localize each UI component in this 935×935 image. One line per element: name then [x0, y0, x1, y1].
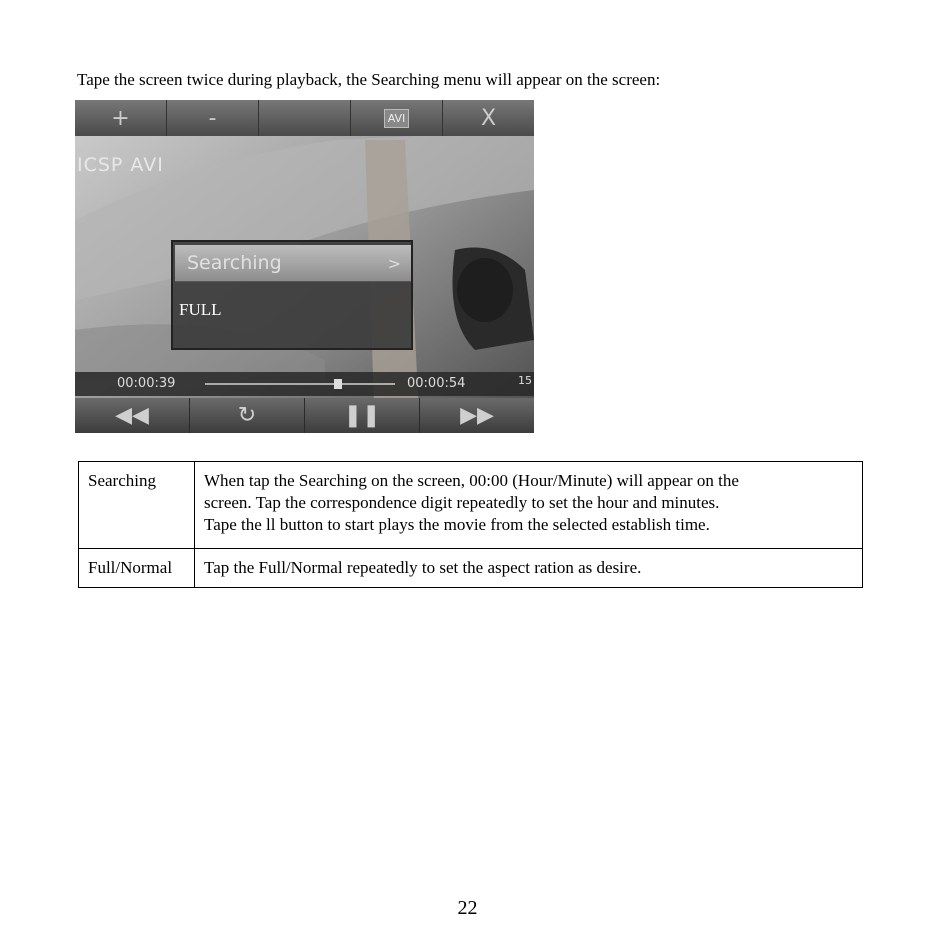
pause-icon: ❚❚	[343, 403, 381, 428]
repeat-icon: ↻	[237, 403, 257, 428]
fast-forward-button[interactable]	[420, 398, 534, 433]
table-key-cell: Searching	[79, 462, 195, 549]
rewind-icon: ◀◀	[115, 403, 149, 428]
desc-line: Tape the ll button to start plays the movie from the selected establish time.	[204, 515, 710, 534]
close-button[interactable]	[443, 100, 534, 136]
volume-down-icon: -	[208, 105, 217, 131]
playback-controls	[75, 398, 534, 433]
intro-text: Tape the screen twice during playback, the Searching menu will appear on the screen:	[77, 70, 661, 89]
close-icon: X	[480, 105, 497, 131]
pause-button[interactable]	[305, 398, 420, 433]
table-row	[79, 462, 863, 549]
repeat-button[interactable]	[190, 398, 305, 433]
menu-item-searching[interactable]	[175, 245, 411, 282]
fast-forward-icon: ▶▶	[460, 403, 494, 428]
menu-item-searching-label: Searching	[187, 252, 282, 274]
device-screenshot	[75, 100, 534, 433]
avi-button[interactable]	[351, 100, 443, 136]
seek-track[interactable]	[205, 383, 395, 385]
table-row	[79, 549, 863, 588]
seek-thumb[interactable]	[334, 379, 342, 389]
volume-down-button[interactable]	[167, 100, 259, 136]
format-label: ICSP AVI	[77, 154, 164, 176]
page-number: 22	[457, 897, 478, 919]
volume-up-button[interactable]	[75, 100, 167, 136]
menu-item-full[interactable]: FULL	[179, 300, 222, 319]
desc-line: When tap the Searching on the screen, 00:00 (Hour/Minute) will appear on the	[204, 471, 739, 490]
volume-up-icon: +	[111, 105, 130, 131]
toolbar-blank	[259, 100, 351, 136]
elapsed-time: 00:00:39	[117, 376, 176, 391]
desc-line: Tap the Full/Normal repeatedly to set the aspect ration as desire.	[204, 558, 642, 577]
top-toolbar	[75, 100, 534, 136]
avi-icon: AVI	[384, 109, 410, 128]
extra-indicator: 15	[518, 374, 532, 387]
rewind-button[interactable]	[75, 398, 190, 433]
total-time: 00:00:54	[407, 376, 466, 391]
progress-bar	[75, 372, 534, 396]
desc-line: screen. Tap the correspondence digit repeatedly to set the hour and minutes.	[204, 493, 720, 512]
feature-table	[78, 461, 863, 588]
table-desc-cell	[195, 549, 863, 588]
searching-menu	[171, 240, 413, 350]
table-desc-cell	[195, 462, 863, 549]
table-key-cell: Full/Normal	[79, 549, 195, 588]
chevron-right-icon: >	[387, 253, 401, 273]
